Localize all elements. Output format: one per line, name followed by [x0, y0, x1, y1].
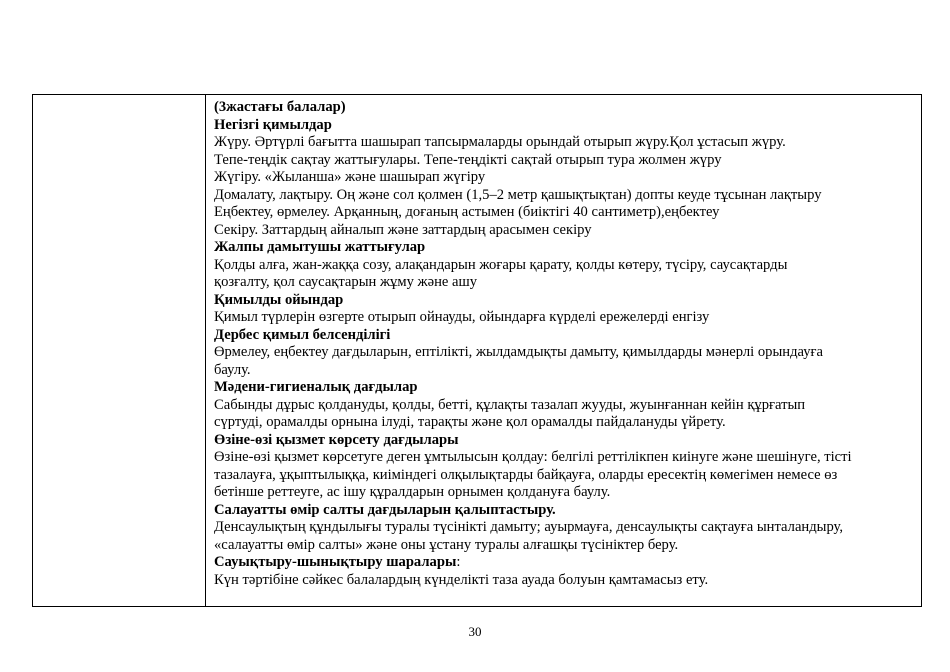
content-table — [32, 94, 922, 607]
line-text: Сабынды дұрыс қолдануды, қолды, бетті, құлақты тазалап жууды, жуынғаннан кейін құрғатып — [214, 396, 806, 413]
line-text: Дербес қимыл белсенділігі — [214, 326, 391, 343]
line-text: Өрмелеу, еңбектеу дағдыларын, ептілікті, жылдамдықты дамыту, қимылдарды мәнерлі орындауға — [214, 344, 824, 360]
text-line — [214, 309, 915, 327]
line-text: Жалпы дамытушы жаттығулар — [214, 239, 426, 255]
line-text: Тепе-теңдік сақтау жаттығулары. Тепе-теңдікті сақтай отырып тура жолмен жүру — [214, 151, 722, 168]
page-number: 30 — [468, 624, 482, 639]
line-text: Қимылды ойындар — [214, 291, 344, 308]
line-text: Жүру. Әртүрлі бағытта шашырап тапсырмаларды орындай отырып жүру.Қол ұстасып жүру. — [214, 134, 786, 150]
section-heading — [214, 432, 915, 450]
line-text: Қимыл түрлерін өзгерте отырып ойнауды, ойындарға күрделі ережелерді енгізу — [214, 309, 710, 325]
section-heading — [214, 99, 915, 117]
line-text: баулу. — [214, 361, 251, 378]
section-heading — [214, 554, 915, 572]
line-text: тазалауға, ұқыптылыққа, киіміндегі олқылықтарды байқауға, оларды ересектің көмегімен немесе өз — [214, 466, 838, 483]
line-text: Еңбектеу, өрмелеу. Арқанның, доғаның астымен (биіктігі 40 сантиметр),еңбектеу — [214, 204, 720, 220]
section-heading — [214, 292, 915, 310]
line-text: қозғалту, қол саусақтарын жұму және ашу — [214, 274, 478, 290]
line-text: (3жастағы балалар) — [214, 99, 346, 115]
line-text: Домалату, лақтыру. Оң және сол қолмен (1,5–2 метр қашықтықтан) допты кеуде тұсынан лақтыру — [214, 186, 822, 203]
text-line — [214, 274, 915, 292]
text-line — [214, 204, 915, 222]
section-heading — [214, 239, 915, 257]
text-line — [214, 414, 915, 432]
text-line — [214, 537, 915, 555]
line-text: Салауатты өмір салты дағдыларын қалыптастыру. — [214, 501, 556, 518]
section-heading — [214, 327, 915, 345]
line-text: Секіру. Заттардың айналып және заттардың арасымен секіру — [214, 221, 592, 238]
text-line — [214, 362, 915, 380]
text-line — [214, 169, 915, 187]
line-text: Қолды алға, жан-жаққа созу, алақандарын жоғары қарату, қолды көтеру, түсіру, саусақтарды — [214, 256, 788, 273]
line-text: Күн тәртібіне сәйкес балалардың күнделікті таза ауада болуын қамтамасыз ету. — [214, 571, 709, 588]
section-heading — [214, 502, 915, 520]
line-text: Өзіне-өзі қызмет көрсету дағдылары — [214, 431, 459, 448]
text-line — [214, 519, 915, 537]
text-line — [214, 397, 915, 415]
section-heading — [214, 379, 915, 397]
table-left-cell — [33, 95, 206, 606]
line-text: Мәдени-гигиеналық дағдылар — [214, 379, 418, 395]
text-line — [214, 222, 915, 240]
text-line — [214, 484, 915, 502]
table-right-cell — [206, 95, 921, 606]
text-line — [214, 187, 915, 205]
text-line — [214, 344, 915, 362]
text-line — [214, 152, 915, 170]
line-text: «салауатты өмір салты» және оны ұстану туралы алғашқы түсініктер беру. — [214, 536, 679, 553]
text-line — [214, 572, 915, 590]
text-line — [214, 134, 915, 152]
text-line — [214, 467, 915, 485]
text-line — [214, 257, 915, 275]
line-text: Негізгі қимылдар — [214, 116, 332, 133]
line-suffix: : — [456, 554, 461, 570]
line-text: Денсаулықтың құндылығы туралы түсінікті дамыту; ауырмауға, денсаулықты сақтауға ынталандыру, — [214, 519, 844, 535]
line-text: Жүгіру. «Жыланша» және шашырап жүгіру — [214, 169, 486, 185]
line-text: Сауықтыру-шынықтыру шаралары — [214, 554, 457, 570]
line-text: бетінше реттеуге, ас ішу құралдарын орнымен қолдануға баулу. — [214, 484, 611, 500]
line-text: Өзіне-өзі қызмет көрсетуге деген ұмтылысын қолдау: белгілі реттілікпен киінуге және шешінуге, тісті — [214, 449, 852, 465]
line-text: сүртуді, орамалды орнына ілуді, тарақты және қол орамалды пайдалануды үйрету. — [214, 414, 726, 430]
section-heading — [214, 117, 915, 135]
text-line — [214, 449, 915, 467]
